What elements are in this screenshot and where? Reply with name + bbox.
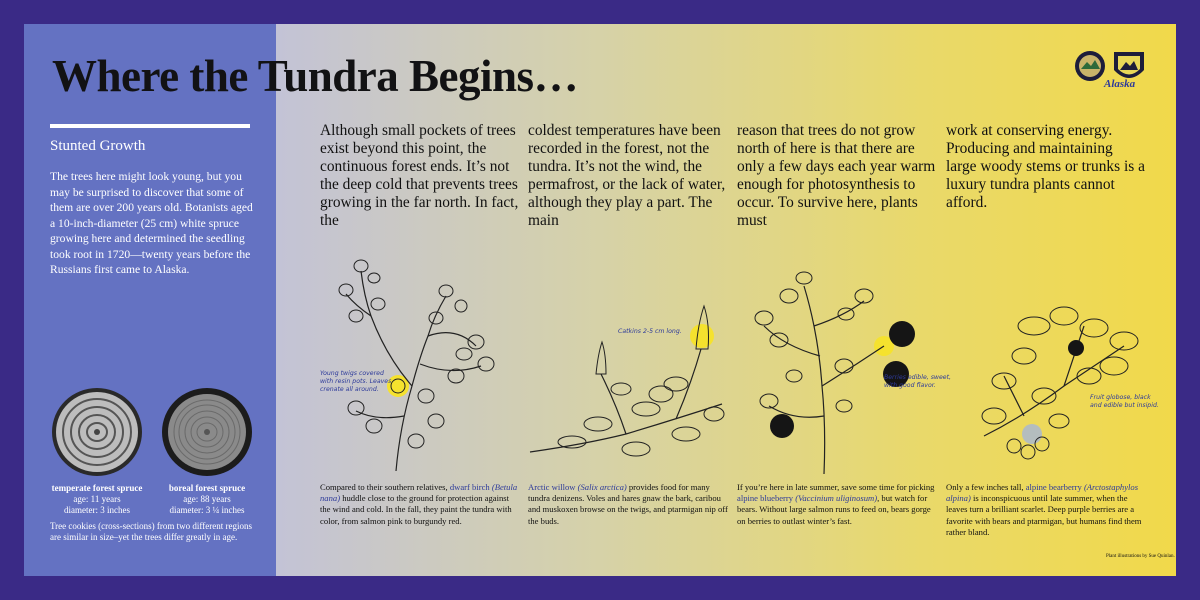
caption-text: Compared to their southern relatives, xyxy=(320,482,450,492)
cookie-age: age: 88 years xyxy=(183,494,231,504)
plant-name: alpine bearberry xyxy=(1025,482,1082,492)
caption-dwarf-birch xyxy=(320,482,520,527)
caption-arctic-willow xyxy=(528,482,728,527)
boreal-tree-cookie xyxy=(160,386,254,478)
column-text-1: Although small pockets of trees exist beyond this point, the continuous forest ends. It’s not the deep cold that prevents trees growing in the far north. In fact, the xyxy=(320,122,519,229)
page-title: Where the Tundra Begins… xyxy=(52,51,579,101)
illustration-credit: Plant illustrations by Sue Quinlan. xyxy=(1106,554,1175,559)
plant-name: dwarf birch xyxy=(449,482,490,492)
caption-text: is inconspicuous until late summer, when the leaves turn a brilliant scarlet. Deep purple berries are a favorite with bears and ptarmigan, but humans find them rather bland. xyxy=(946,493,1142,537)
scientific-name: (Salix arctica) xyxy=(575,482,627,492)
caption-text: huddle close to the ground for protection against the wind and cold. In the fall, they paint the tundra with color, from salmon pink to burgundy red. xyxy=(320,493,512,526)
plant-name: Arctic willow xyxy=(528,482,576,492)
scientific-name: (Betula nana) xyxy=(320,482,518,504)
column-text-4: work at conserving energy. Producing and maintaining large woody stems or trunks is a luxury tundra plants cannot afford. xyxy=(946,122,1145,211)
logo-text: Alaska xyxy=(1104,78,1136,90)
seal-icon xyxy=(1075,51,1105,81)
cookie-name: temperate forest spruce xyxy=(51,483,143,493)
caption-text: provides food for many tundra denizens. Voles and hares gnaw the bark, caribou and muskoxen browse on the twigs, and ptarmigan nip off the buds. xyxy=(528,482,728,526)
cookie-diameter: diameter: 3 ¼ inches xyxy=(169,505,245,515)
cookie-caption-boreal xyxy=(152,483,262,516)
bearberry-annotation: Fruit globose, black and edible but insipid. xyxy=(1090,394,1159,409)
agency-shield-icon xyxy=(1114,52,1144,78)
caption-alpine-blueberry xyxy=(737,482,937,527)
caption-text: , but watch for bears. Without large salmon runs to feed on, bears gorge on berries to outlast winter’s fast. xyxy=(737,493,931,526)
sidebar-heading: Stunted Growth xyxy=(50,138,146,154)
column-text-2: coldest temperatures have been recorded in the forest, not the tundra. It’s not the wind, the permafrost, or the lack of water, although they play a part. The main xyxy=(528,122,726,229)
cookie-caption-temperate xyxy=(42,483,152,516)
caption-alpine-bearberry xyxy=(946,482,1146,538)
cookie-age: age: 11 years xyxy=(73,494,121,504)
scientific-name: (Vaccinium uliginosum) xyxy=(793,493,878,504)
caption-text: Only a few inches tall, xyxy=(946,482,1026,492)
dwarf-birch-illustration xyxy=(316,246,516,476)
sidebar-divider xyxy=(50,124,250,128)
column-text-3: reason that trees do not grow north of here is that there are only a few days each year warm enough for photosynthesis to occur. To survive here, plants must xyxy=(737,122,936,229)
temperate-tree-cookie xyxy=(50,386,144,478)
arctic-willow-illustration xyxy=(526,294,726,474)
sidebar-body: The trees here might look young, but you may be surprised to discover that some of them are over 200 years old. Botanists aged a 10-inch-diameter (25 cm) white spruce growing here and determined the seedling took root in 1720—twenty years before the Russians first came to Alaska. xyxy=(50,170,253,276)
cookie-name: boreal forest spruce xyxy=(168,483,246,493)
cookie-diameter: diameter: 3 inches xyxy=(64,505,130,515)
caption-text: If you’re here in late summer, save some time for picking xyxy=(737,482,935,492)
blueberry-annotation: Berries edible, sweet, with good flavor. xyxy=(884,374,951,389)
exhibit-panel xyxy=(24,24,1176,576)
alpine-blueberry-illustration xyxy=(734,256,934,476)
birch-annotation: Young twigs covered with resin pots. Leaves crenate all around. xyxy=(320,370,392,393)
alpine-bearberry-illustration xyxy=(964,286,1164,476)
willow-annotation: Catkins 2-5 cm long. xyxy=(618,328,682,335)
cookie-note: Tree cookies (cross-sections) from two different regions are similar in size–yet the trees differ greatly in age. xyxy=(50,521,252,542)
plant-name: alpine blueberry xyxy=(737,493,794,504)
scientific-name: (Arctostaphylos alpina) xyxy=(946,482,1139,504)
